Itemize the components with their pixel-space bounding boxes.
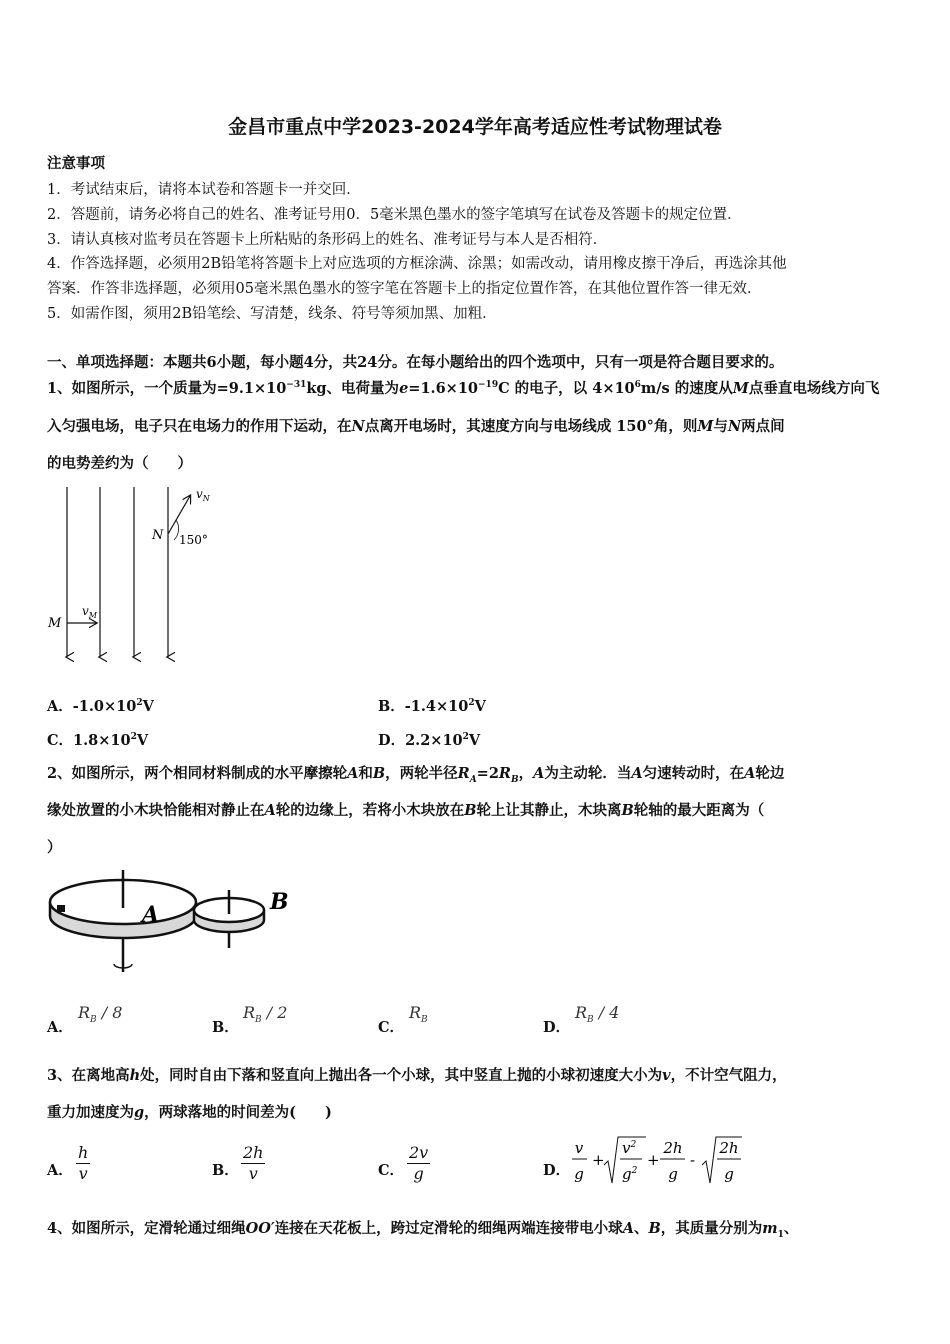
q2-option-a-value: $R_B / 8$ xyxy=(78,1003,123,1026)
plus-sign: + xyxy=(647,1151,660,1169)
q1-option-c[interactable]: C．$1.8\times 10^2V$ xyxy=(47,732,149,749)
q1-line3: 的电势差约为（ ） xyxy=(47,455,192,472)
q3-option-c-label[interactable]: C． xyxy=(378,1162,405,1179)
wheel-a-label: A xyxy=(142,902,160,928)
q1-option-a[interactable]: A．$-1.0\times 10^2V$ xyxy=(47,698,154,715)
term-den: g xyxy=(668,1165,678,1183)
notice-item: 2．答题前，请务必将自己的姓名、准考证号用0．5毫米黑色墨水的签字笔填写在试卷及答题卡的规定位置． xyxy=(47,207,742,223)
notice-item: 答案．作答非选择题，必须用05毫米黑色墨水的签字笔在答题卡上的指定位置作答，在其他位置作答一律无效． xyxy=(47,281,762,297)
angle-label: 150° xyxy=(179,533,208,547)
q2-option-d-label[interactable]: D． xyxy=(543,1019,571,1036)
q1-line2: 入匀强电场，电子只在电场力的作用下运动，在N点离开电场时，其速度方向与电场线成 150°角，则M与N两点间 xyxy=(47,418,785,435)
q2-option-b-label[interactable]: B． xyxy=(212,1019,239,1036)
q1-option-d[interactable]: D．$2.2\times 10^2V$ xyxy=(378,732,481,749)
notice-item: 1．考试结束后，请将本试卷和答题卡一并交回． xyxy=(47,182,361,198)
friction-wheels-figure xyxy=(44,864,304,984)
q2-option-b-value: $R_B / 2$ xyxy=(243,1003,288,1026)
term-num: 2h xyxy=(719,1139,739,1157)
q2-option-c-label[interactable]: C． xyxy=(378,1019,405,1036)
section-heading: 一、单项选择题：本题共6小题，每小题4分，共24分。在每小题给出的四个选项中，只有一项是符合题目要求的。 xyxy=(47,354,784,371)
q3-line2: 重力加速度为g，两球落地的时间差为( ) xyxy=(47,1104,332,1121)
minus-sign: - xyxy=(690,1151,696,1169)
q2-line1: 2、如图所示，两个相同材料制成的水平摩擦轮A和B，两轮半径$R_A=2R_B$，A为主动轮．当A匀速转动时，在A轮边 xyxy=(47,765,785,785)
wooden-block xyxy=(57,905,65,912)
page-title: 金昌市重点中学2023-2024学年高考适应性考试物理试卷 xyxy=(228,116,722,138)
wheel-b-label: B xyxy=(270,889,289,915)
q3-option-d-formula xyxy=(570,1133,750,1193)
q2-line3: ） xyxy=(47,839,62,856)
q1-line1: 1、如图所示，一个质量为$=9.1\times 10^{-31}kg$、电荷量为$e=1.6\times 10^{-19}C$ 的电子，以 $4\times 10^6m/s$ 的速度从M点垂直电场线方向飞 xyxy=(47,380,880,397)
term-den: g xyxy=(574,1165,584,1183)
plus-sign: + xyxy=(592,1151,605,1169)
term-den: $g^2$ xyxy=(622,1165,638,1183)
electric-field-figure xyxy=(40,482,230,667)
q3-option-b-value: $\frac{2h}{v}$ xyxy=(243,1143,264,1183)
q2-option-c-value: $R_B$ xyxy=(409,1003,428,1026)
notice-heading: 注意事项 xyxy=(47,155,105,172)
notice-item: 4．作答选择题，必须用2B铅笔将答题卡上对应选项的方框涂满、涂黑；如需改动，请用橡皮擦干净后，再选涂其他 xyxy=(47,256,787,272)
term-num: v xyxy=(574,1139,584,1157)
q3-option-d-label[interactable]: D． xyxy=(543,1162,571,1179)
q2-option-d-value: $R_B / 4$ xyxy=(575,1003,620,1026)
term-den: g xyxy=(724,1165,734,1183)
vm-label: $v_M$ xyxy=(82,604,97,620)
q3-option-b-label[interactable]: B． xyxy=(212,1162,239,1179)
notice-item: 5．如需作图，须用2B铅笔绘、写清楚，线条、符号等须加黑、加粗． xyxy=(47,306,497,322)
q1-option-b[interactable]: B．$-1.4\times 10^2V$ xyxy=(378,698,486,715)
q3-option-a-label[interactable]: A． xyxy=(47,1162,73,1179)
q3-option-c-value: $\frac{2v}{g}$ xyxy=(409,1143,429,1183)
q3-line1: 3、在离地高h处，同时自由下落和竖直向上抛出各一个小球，其中竖直上抛的小球初速度大小为v，不计空气阻力， xyxy=(47,1067,787,1084)
q3-option-a-value: $\frac{h}{v}$ xyxy=(78,1143,89,1183)
term-num: $v^2$ xyxy=(622,1139,637,1157)
term-num: 2h xyxy=(663,1139,683,1157)
q2-line2: 缘处放置的小木块恰能相对静止在A轮的边缘上，若将小木块放在B轮上让其静止，木块离B轮轴的最大距离为（ xyxy=(47,802,765,819)
vn-label: $v_N$ xyxy=(196,487,210,503)
q4-line1: 4、如图所示，定滑轮通过细绳OO′连接在天花板上，跨过定滑轮的细绳两端连接带电小球A、B，其质量分别为$m_1$、 xyxy=(47,1220,799,1240)
notice-item: 3．请认真核对监考员在答题卡上所粘贴的条形码上的姓名、准考证号与本人是否相符． xyxy=(47,232,608,248)
m-label: M xyxy=(48,616,62,631)
q2-option-a-label[interactable]: A． xyxy=(47,1019,73,1036)
n-label: N xyxy=(152,528,164,543)
